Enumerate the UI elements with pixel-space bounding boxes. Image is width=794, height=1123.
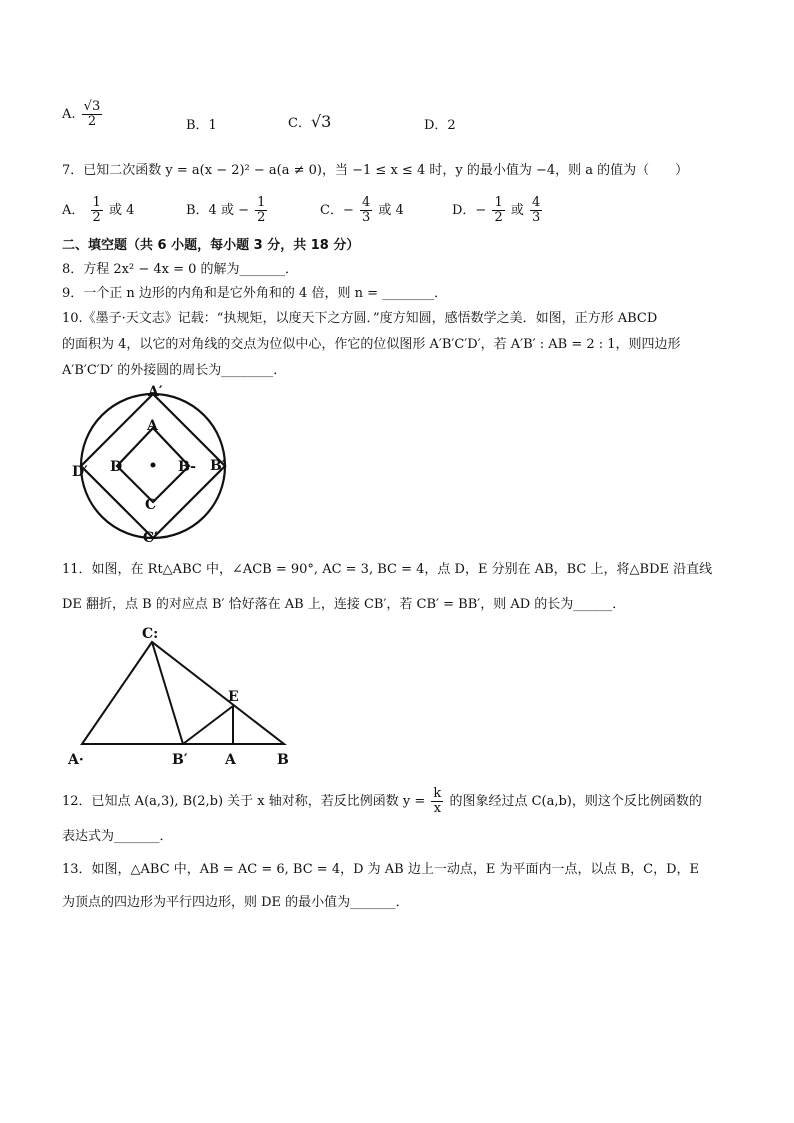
q13-line2: 为顶点的四边形为平行四边形，则 DE 的最小值为_______． [62,895,409,910]
label-c: C: [142,626,159,642]
q7-option-a: A． $\frac{1}{2}$ 或 4 [62,195,135,225]
q12-line1: 12．已知点 A(a,3), B(2,b) 关于 x 轴对称，若反比例函数 y = $\frac{k}{x}$ 的图象经过点 C(a,b)，则这个反比例函数的 [62,786,702,816]
label-b-prime: B′ [172,752,188,768]
label-d-prime: D′ [72,464,88,480]
q10-line2: 的面积为 4，以它的对角线的交点为位似中心，作它的位似图形 A′B′C′D′，若 A′B′ : AB = 2 : 1，则四边形 [62,337,681,352]
q12-line2: 表达式为_______． [62,829,173,844]
label-e: E [228,689,239,705]
label-c: C [145,497,157,513]
q6-option-d: D．2 [424,118,456,133]
q8-text: 8．方程 2x² − 4x = 0 的解为_______． [62,262,299,277]
q13-line1: 13．如图，△ABC 中，AB = AC = 6, BC = 4，D 为 AB 边上一动点，E 为平面内一点，以点 B，C，D，E [62,862,700,877]
q10-line1: 10.《墨子·天文志》记载：“执规矩，以度天下之方圆．”度方知圆，感悟数学之美．如图，正方形 ABCD [62,311,658,326]
segment-cb-prime [152,642,183,744]
section-title: 二、填空题（共 6 小题，每小题 3 分，共 18 分） [62,238,360,253]
q9-text: 9．一个正 n 边形的内角和是它外角和的 4 倍，则 n = ________． [62,286,448,301]
label-b: B [277,752,289,768]
label-b: B- [178,459,196,475]
label-a: A· [68,752,84,768]
q11-line2: DE 翻折，点 B 的对应点 B′ 恰好落在 AB 上，连接 CB′，若 CB′ = BB′，则 AD 的长为______． [62,597,626,612]
label-d: D [110,459,123,475]
center-point [151,463,156,468]
triangle-abc [82,642,284,744]
figure-q10 [62,384,252,548]
q6-option-c: C．√3 [288,112,332,131]
q10-line3: A′B′C′D′ 的外接圆的周长为________． [62,363,287,378]
q7-option-c: C．− $\frac{4}{3}$ 或 4 [320,195,404,225]
label-b-prime: B′ [210,458,226,474]
q7-option-d: D．− $\frac{1}{2}$ 或 $\frac{4}{3}$ [452,195,541,225]
q6-option-b: B．1 [186,118,217,133]
q6-option-a-fraction: $\frac{√3}{2}$ [83,99,101,129]
q12-fraction: $\frac{k}{x}$ [433,786,442,816]
q7-option-b: B．4 或 − $\frac{1}{2}$ [186,195,266,225]
label-a-prime: A′ [148,384,163,400]
q7-stem: 7．已知二次函数 y = a(x − 2)² − a(a ≠ 0)，当 −1 ≤ x ≤ 4 时，y 的最小值为 −4，则 a 的值为（ ） [62,163,689,178]
figure-q11 [62,622,302,772]
q6-option-a: A. $\frac{√3}{2}$ [62,99,101,129]
segment-b-prime-e [183,706,233,744]
label-a: A [147,418,158,434]
label-d: A [225,752,236,768]
q11-line1: 11．如图，在 Rt△ABC 中，∠ACB = 90°, AC = 3, BC = 4，点 D，E 分别在 AB，BC 上，将△BDE 沿直线 [62,562,713,577]
label-c-prime: C′ [143,530,158,546]
